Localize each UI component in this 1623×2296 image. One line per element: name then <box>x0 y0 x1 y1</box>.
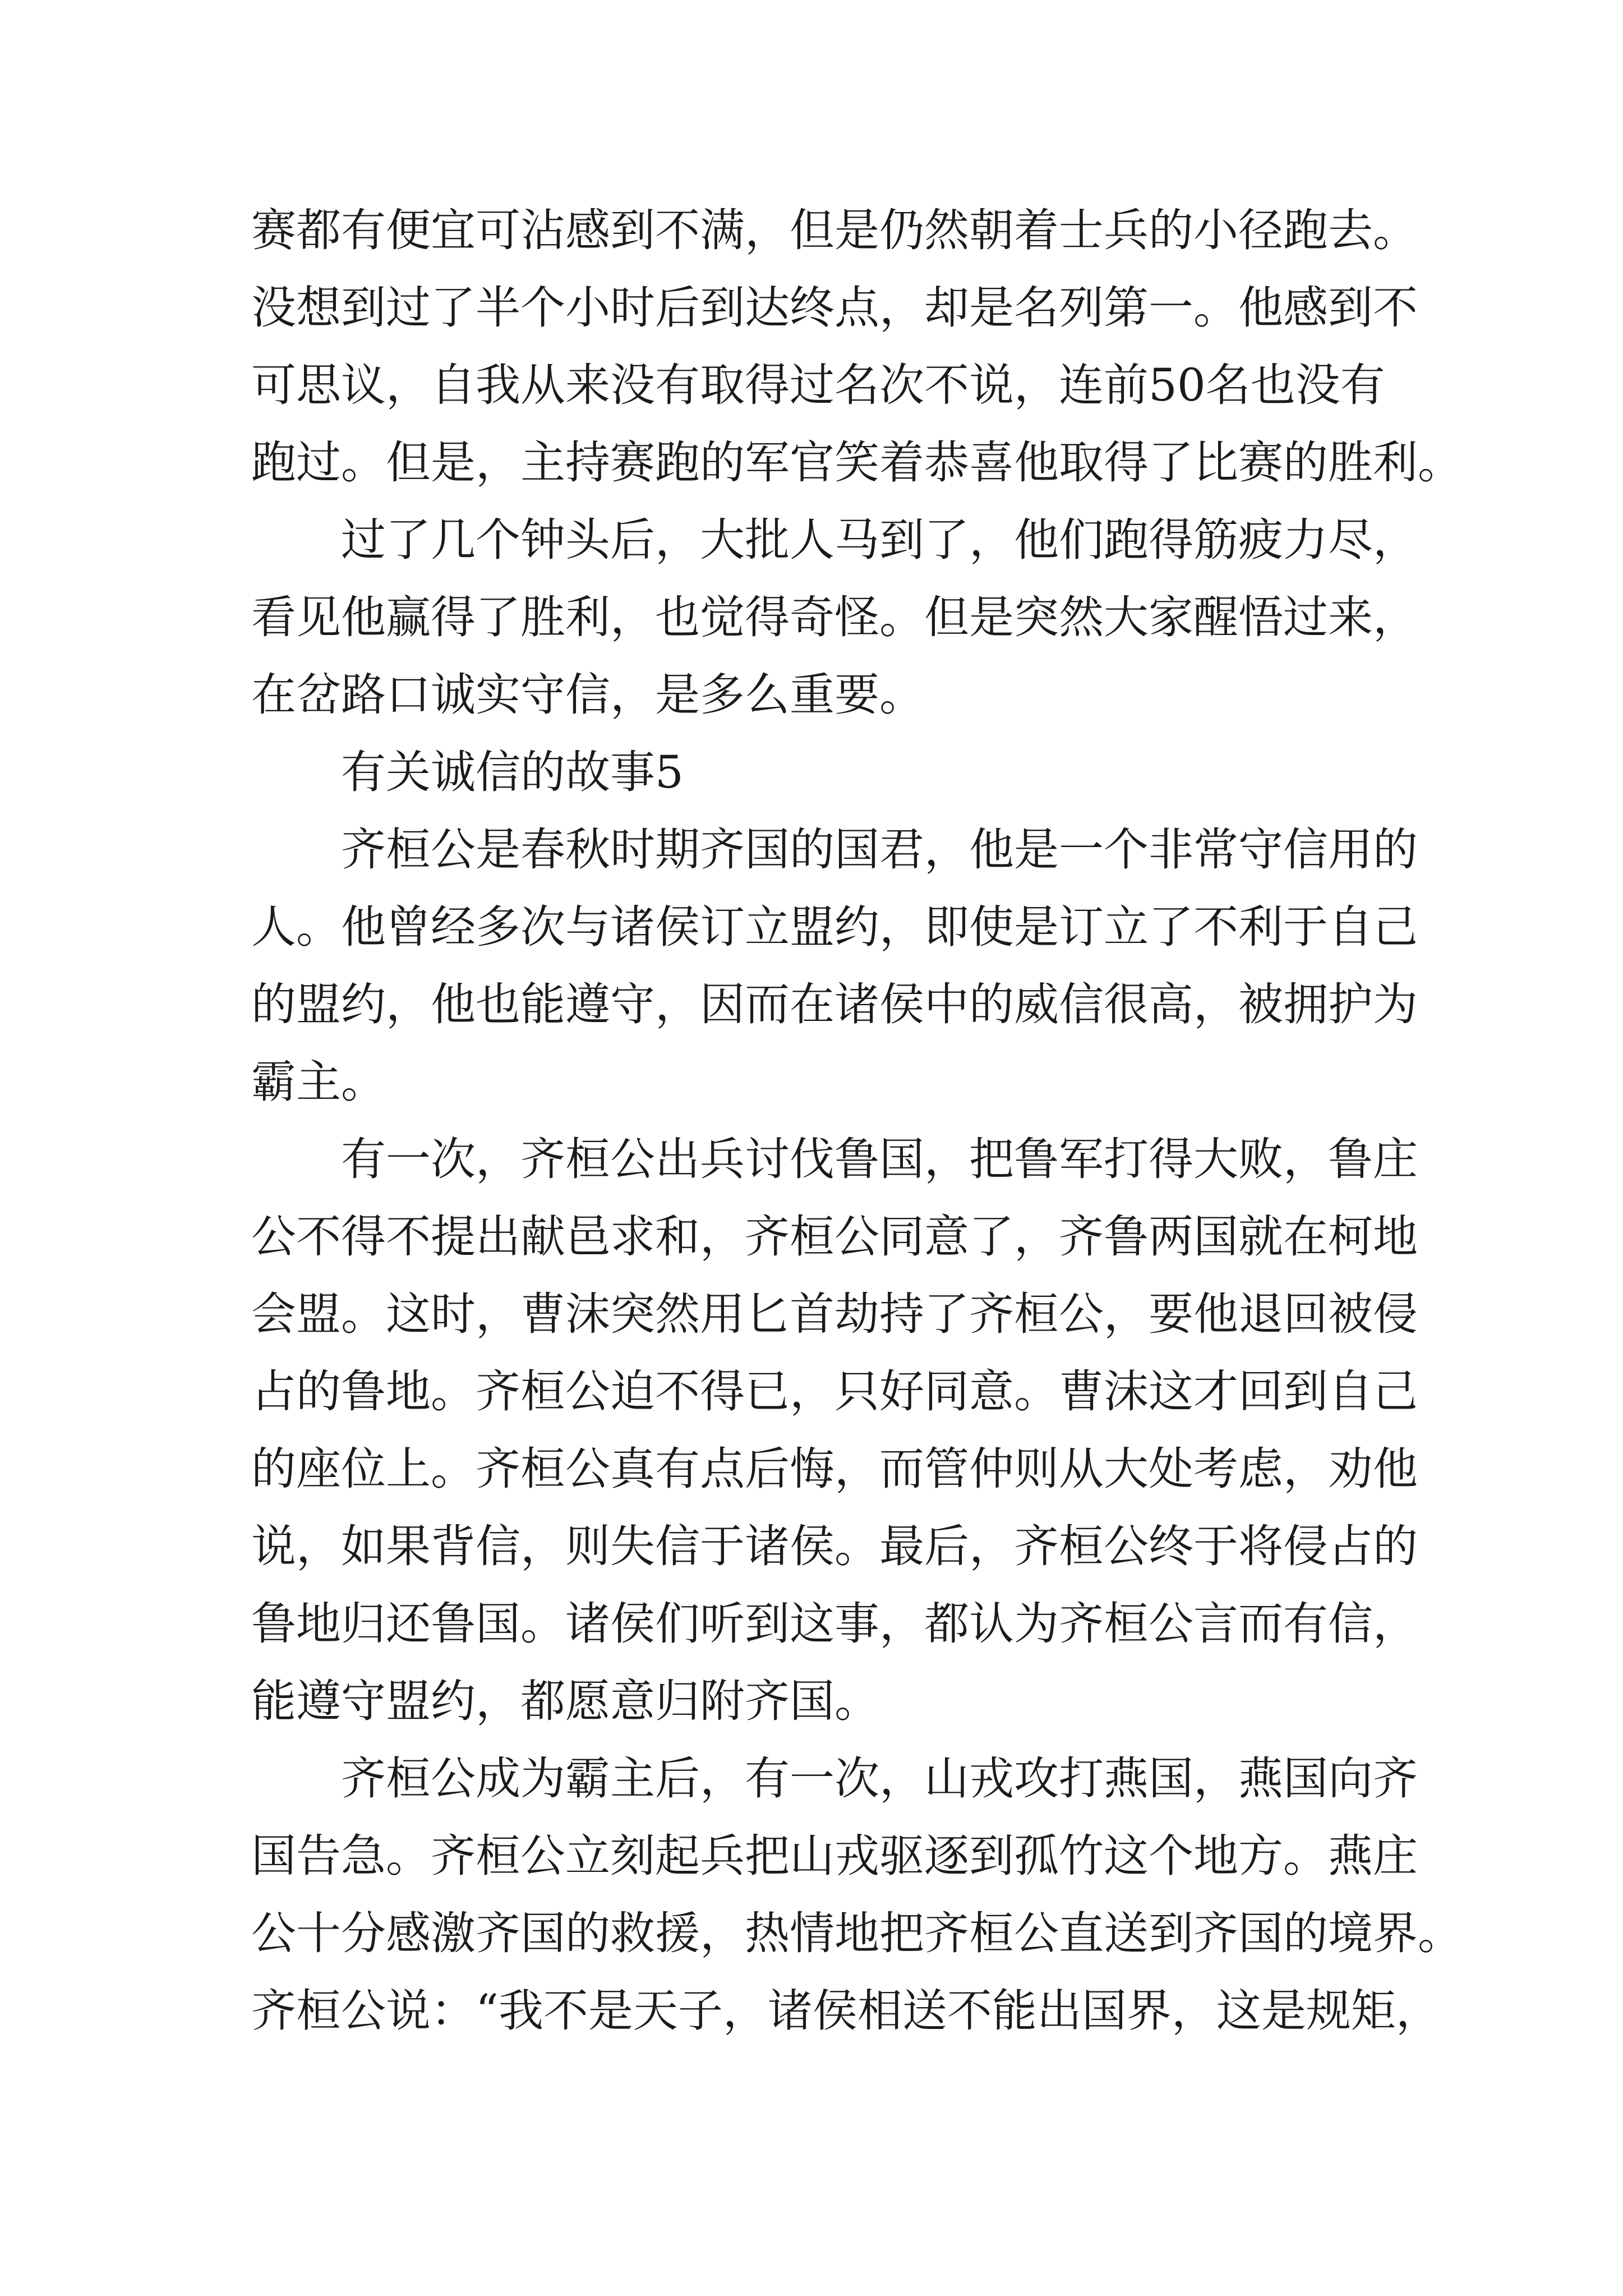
section-heading: 有关诚信的故事5 <box>341 746 684 798</box>
text-line: 过了几个钟头后，大批人马到了，他们跑得筋疲力尽， <box>341 514 1418 566</box>
text-line: 会盟。这时，曹沫突然用匕首劫持了齐桓公，要他退回被侵 <box>251 1288 1418 1340</box>
text-line: 齐桓公是春秋时期齐国的国君，他是一个非常守信用的 <box>341 823 1418 876</box>
text-line: 有一次，齐桓公出兵讨伐鲁国，把鲁军打得大败，鲁庄 <box>341 1133 1418 1185</box>
text-line: 的座位上。齐桓公真有点后悔，而管仲则从大处考虑，劝他 <box>251 1443 1418 1495</box>
text-line: 的盟约，他也能遵守，因而在诸侯中的威信很高，被拥护为 <box>251 978 1418 1030</box>
text-line: 齐桓公说：“我不是天子，诸侯相送不能出国界，这是规矩， <box>251 1985 1441 2037</box>
text-line: 能遵守盟约，都愿意归附齐国。 <box>251 1675 879 1727</box>
text-line: 霸主。 <box>251 1056 386 1108</box>
text-line: 跑过。但是，主持赛跑的军官笑着恭喜他取得了比赛的胜利。 <box>251 436 1463 489</box>
text-line: 赛都有便宜可沾感到不满，但是仍然朝着士兵的小径跑去。 <box>251 204 1418 256</box>
text-line: 说，如果背信，则失信于诸侯。最后，齐桓公终于将侵占的 <box>251 1520 1418 1572</box>
text-line: 人。他曾经多次与诸侯订立盟约，即使是订立了不利于自己 <box>251 901 1418 953</box>
text-line: 齐桓公成为霸主后，有一次，山戎攻打燕国，燕国向齐 <box>341 1752 1418 1805</box>
text-line: 看见他赢得了胜利，也觉得奇怪。但是突然大家醒悟过来， <box>251 591 1418 643</box>
text-line: 公十分感激齐国的救援，热情地把齐桓公直送到齐国的境界。 <box>251 1907 1463 1959</box>
text-line: 鲁地归还鲁国。诸侯们听到这事，都认为齐桓公言而有信， <box>251 1598 1418 1650</box>
text-line: 没想到过了半个小时后到达终点，却是名列第一。他感到不 <box>251 282 1418 334</box>
text-line: 国告急。齐桓公立刻起兵把山戎驱逐到孤竹这个地方。燕庄 <box>251 1830 1418 1882</box>
text-line: 公不得不提出献邑求和，齐桓公同意了，齐鲁两国就在柯地 <box>251 1211 1418 1263</box>
text-line: 占的鲁地。齐桓公迫不得已，只好同意。曹沫这才回到自己 <box>251 1365 1418 1418</box>
text-line: 可思议，自我从来没有取得过名次不说，连前50名也没有 <box>251 359 1385 411</box>
text-line: 在岔路口诚实守信，是多么重要。 <box>251 669 924 721</box>
